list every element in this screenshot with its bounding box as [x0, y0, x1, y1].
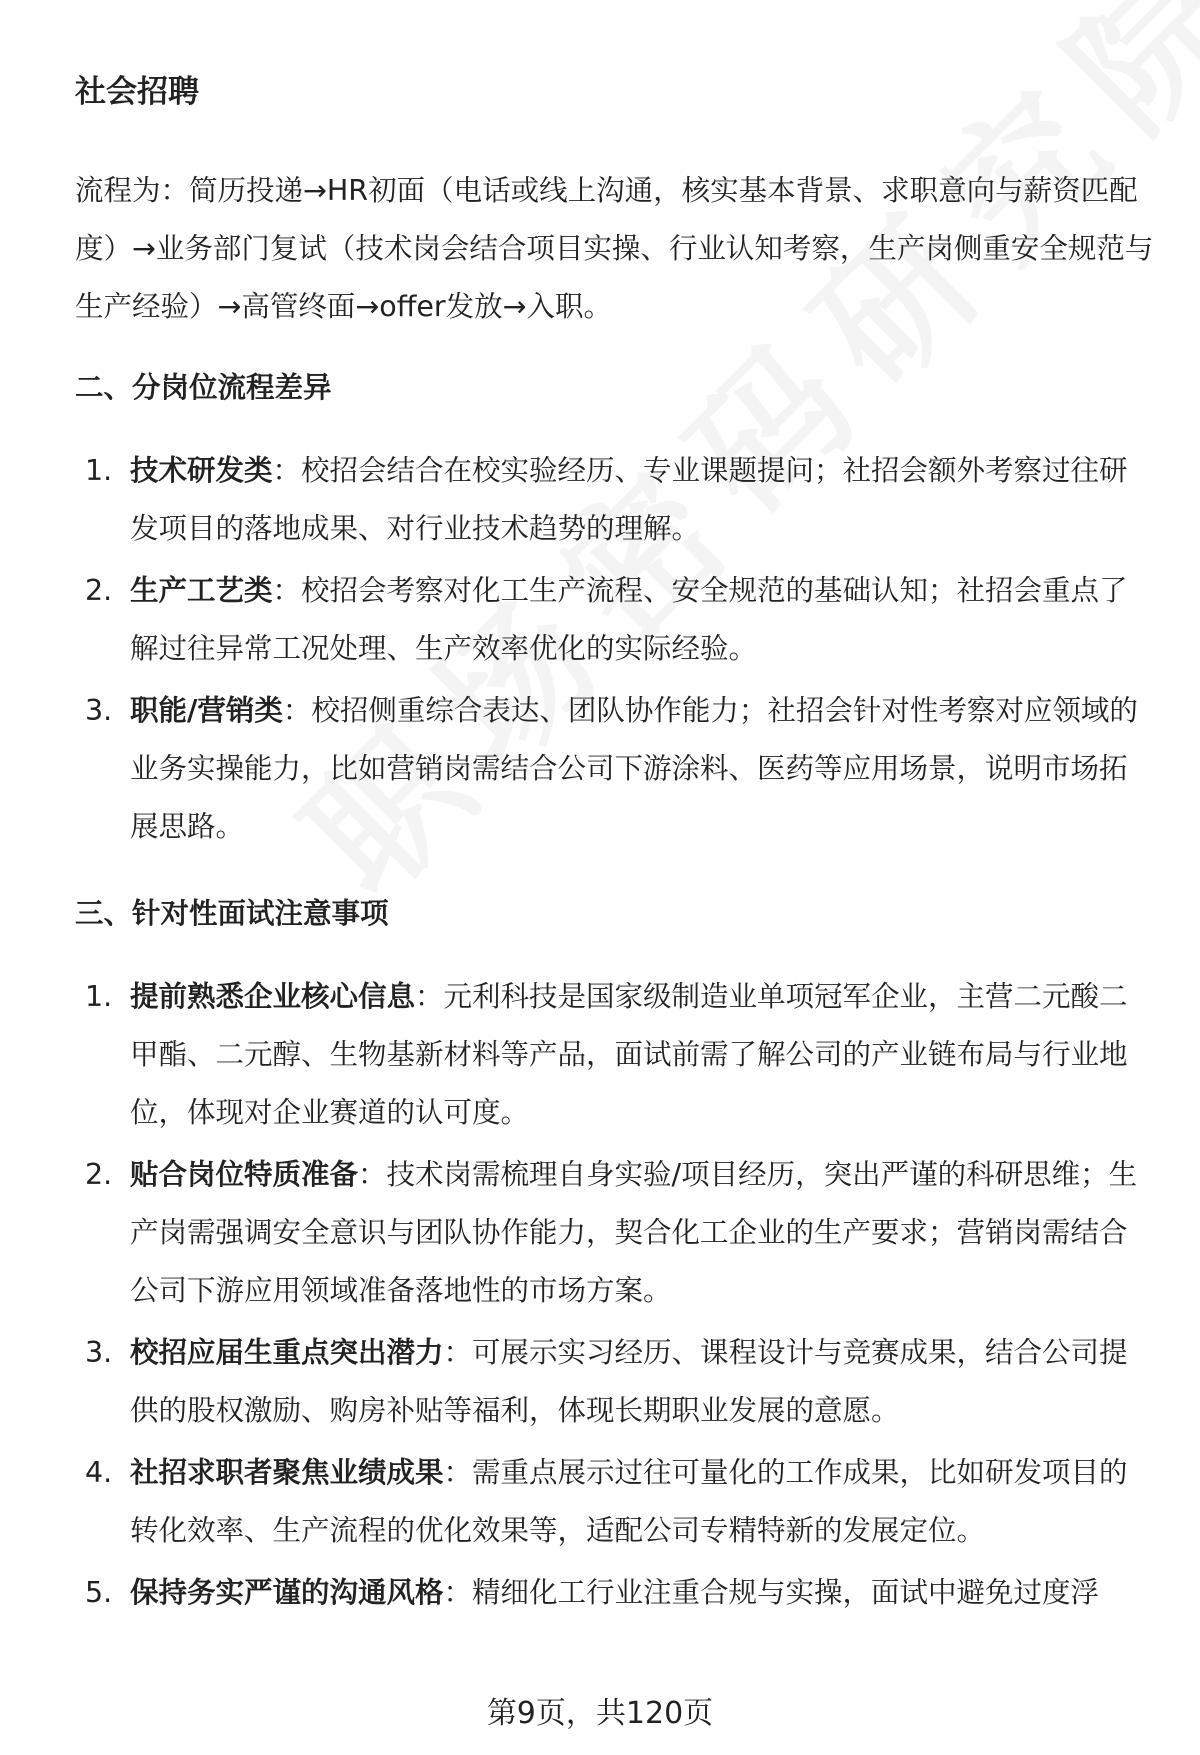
- content: [75, 70, 1155, 1658]
- item-number: 3.: [85, 1336, 113, 1369]
- item-term: 提前熟悉企业核心信息: [130, 980, 416, 1013]
- list-item: [75, 968, 1155, 1142]
- item-text: ：可展示实习经历、课程设计与竞赛成果，结合公司提供的股权激励、购房补贴等福利，体现长期职业发展的意愿。: [130, 1336, 1128, 1427]
- list-item: [75, 1324, 1155, 1440]
- section-title: 社会招聘: [75, 74, 199, 110]
- item-term: 生产工艺类: [130, 574, 273, 607]
- list-item: [75, 562, 1155, 678]
- list-item: [75, 1444, 1155, 1560]
- item-term: 贴合岗位特质准备: [130, 1158, 359, 1191]
- page-number: 第9页，共120页: [486, 1696, 714, 1731]
- list-item: [75, 1146, 1155, 1320]
- item-text: ：校招会结合在校实验经历、专业课题提问；社招会额外考察过往研发项目的落地成果、对行业技术趋势的理解。: [130, 454, 1128, 545]
- list-item: [75, 1564, 1155, 1622]
- item-term: 校招应届生重点突出潜力: [130, 1336, 444, 1369]
- item-number: 1.: [85, 454, 113, 487]
- section3-list: [75, 968, 1155, 1622]
- item-number: 3.: [85, 694, 113, 727]
- item-number: 2.: [85, 1158, 113, 1191]
- item-text: ：元利科技是国家级制造业单项冠军企业，主营二元酸二甲酯、二元醇、生物基新材料等产品，面试前需了解公司的产业链布局与行业地位，体现对企业赛道的认可度。: [130, 980, 1128, 1129]
- section2-heading: 二、分岗位流程差异: [75, 371, 332, 404]
- item-term: 技术研发类: [130, 454, 273, 487]
- item-term: 职能/营销类: [130, 694, 283, 727]
- item-term: 社招求职者聚焦业绩成果: [130, 1456, 444, 1489]
- process-paragraph: 流程为：简历投递→HR初面（电话或线上沟通，核实基本背景、求职意向与薪资匹配度）→业务部门复试（技术岗会结合项目实操、行业认知考察，生产岗侧重安全规范与生产经验）→高管终面→offer发放→入职。: [75, 174, 1154, 323]
- item-number: 4.: [85, 1456, 113, 1489]
- item-number: 1.: [85, 980, 113, 1013]
- section2-list: [75, 442, 1155, 856]
- item-text: ：需重点展示过往可量化的工作成果，比如研发项目的转化效率、生产流程的优化效果等，适配公司专精特新的发展定位。: [130, 1456, 1128, 1547]
- item-number: 2.: [85, 574, 113, 607]
- item-text: ：校招会考察对化工生产流程、安全规范的基础认知；社招会重点了解过往异常工况处理、生产效率优化的实际经验。: [130, 574, 1128, 665]
- item-text: ：校招侧重综合表达、团队协作能力；社招会针对性考察对应领域的业务实操能力，比如营销岗需结合公司下游涂料、医药等应用场景，说明市场拓展思路。: [130, 694, 1138, 843]
- item-term: 保持务实严谨的沟通风格: [130, 1576, 444, 1609]
- section3-heading: 三、针对性面试注意事项: [75, 897, 389, 930]
- list-item: [75, 682, 1155, 856]
- list-item: [75, 442, 1155, 558]
- item-text: ：精细化工行业注重合规与实操，面试中避免过度浮: [443, 1576, 1100, 1609]
- item-text: ：技术岗需梳理自身实验/项目经历，突出严谨的科研思维；生产岗需强调安全意识与团队协作能力，契合化工企业的生产要求；营销岗需结合公司下游应用领域准备落地性的市场方案。: [130, 1158, 1138, 1307]
- item-number: 5.: [85, 1576, 113, 1609]
